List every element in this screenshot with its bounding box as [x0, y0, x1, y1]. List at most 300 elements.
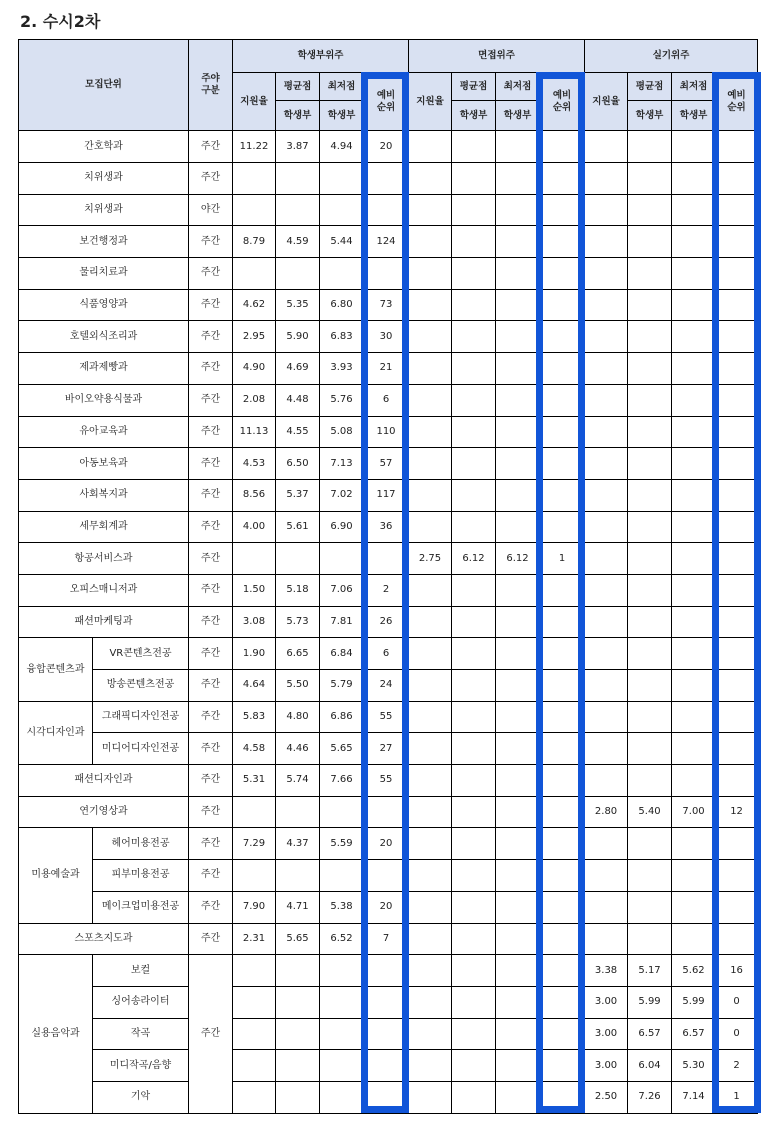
day-night: 주간: [189, 163, 233, 195]
practical-avg: [628, 163, 672, 195]
record-avg: [276, 860, 320, 892]
interview-min: [496, 479, 540, 511]
unit-name: 실용음악과: [19, 955, 93, 1113]
record-min: [320, 1081, 364, 1113]
record-avg: [276, 1081, 320, 1113]
header-record: 학생부: [452, 101, 496, 131]
practical-min: [672, 923, 716, 955]
interview-min: [496, 194, 540, 226]
practical-min: [672, 543, 716, 575]
unit-name: 유아교육과: [19, 416, 189, 448]
header-row-groups: [19, 40, 758, 73]
record-min: [320, 258, 364, 290]
record-competition: [233, 1050, 276, 1082]
record-min: 5.65: [320, 733, 364, 765]
record-competition: 4.62: [233, 289, 276, 321]
record-min: 7.06: [320, 574, 364, 606]
day-night: 주간: [189, 796, 233, 828]
record-reserve: 117: [364, 479, 409, 511]
header-reserve: 예비 순위: [540, 73, 585, 131]
interview-avg: [452, 416, 496, 448]
unit-name: 식품영양과: [19, 289, 189, 321]
header-daynight: 주야 구분: [189, 40, 233, 131]
record-competition: [233, 194, 276, 226]
record-reserve: 6: [364, 638, 409, 670]
interview-min: [496, 321, 540, 353]
practical-reserve: 2: [716, 1050, 758, 1082]
unit-name: 연기영상과: [19, 796, 189, 828]
practical-min: 5.30: [672, 1050, 716, 1082]
unit-name: 융합콘텐츠과: [19, 638, 93, 701]
interview-avg: [452, 860, 496, 892]
practical-competition: [585, 226, 628, 258]
highlight-box-interview: [536, 72, 585, 1113]
record-competition: 4.58: [233, 733, 276, 765]
practical-min: [672, 891, 716, 923]
interview-min: [496, 860, 540, 892]
record-min: 6.86: [320, 701, 364, 733]
record-reserve: 55: [364, 765, 409, 797]
record-avg: 4.55: [276, 416, 320, 448]
interview-competition: [409, 321, 452, 353]
day-night: 주간: [189, 574, 233, 606]
header-avg: 평균점: [452, 73, 496, 101]
header-reserve: 예비 순위: [716, 73, 758, 131]
unit-name: 보건행정과: [19, 226, 189, 258]
unit-name: 패션마케팅과: [19, 606, 189, 638]
interview-min: [496, 226, 540, 258]
unit-name: 세무회계과: [19, 511, 189, 543]
interview-min: [496, 1081, 540, 1113]
interview-competition: [409, 828, 452, 860]
record-avg: [276, 955, 320, 987]
record-min: 5.59: [320, 828, 364, 860]
interview-competition: [409, 226, 452, 258]
practical-avg: [628, 321, 672, 353]
practical-min: [672, 289, 716, 321]
day-night: 주간: [189, 860, 233, 892]
interview-avg: [452, 638, 496, 670]
record-reserve: 36: [364, 511, 409, 543]
practical-min: [672, 479, 716, 511]
unit-name: 물리치료과: [19, 258, 189, 290]
major-name: 싱어송라이터: [93, 986, 189, 1018]
unit-name: 호텔외식조리과: [19, 321, 189, 353]
record-min: [320, 1050, 364, 1082]
interview-avg: [452, 701, 496, 733]
interview-competition: [409, 353, 452, 385]
record-competition: [233, 258, 276, 290]
practical-competition: 3.00: [585, 1018, 628, 1050]
record-avg: 5.73: [276, 606, 320, 638]
unit-name: 바이오약용식물과: [19, 384, 189, 416]
interview-avg: [452, 258, 496, 290]
record-avg: [276, 543, 320, 575]
interview-avg: [452, 289, 496, 321]
record-competition: 1.50: [233, 574, 276, 606]
interview-avg: [452, 479, 496, 511]
record-competition: 7.29: [233, 828, 276, 860]
unit-name: 치위생과: [19, 194, 189, 226]
practical-competition: [585, 194, 628, 226]
interview-min: [496, 448, 540, 480]
practical-avg: 5.40: [628, 796, 672, 828]
header-record: 학생부: [496, 101, 540, 131]
practical-avg: [628, 860, 672, 892]
practical-competition: [585, 163, 628, 195]
practical-avg: [628, 701, 672, 733]
section-title: 2. 수시2차: [20, 12, 101, 31]
record-min: 7.02: [320, 479, 364, 511]
day-night: 주간: [189, 638, 233, 670]
practical-min: [672, 860, 716, 892]
record-competition: 8.79: [233, 226, 276, 258]
interview-avg: [452, 321, 496, 353]
major-name: 미디작곡/음향: [93, 1050, 189, 1082]
day-night: 주간: [189, 670, 233, 702]
interview-avg: [452, 891, 496, 923]
practical-competition: [585, 416, 628, 448]
practical-competition: [585, 701, 628, 733]
record-competition: [233, 1018, 276, 1050]
unit-name: 미용예술과: [19, 828, 93, 923]
record-competition: 11.13: [233, 416, 276, 448]
practical-min: [672, 765, 716, 797]
record-min: 6.52: [320, 923, 364, 955]
record-competition: [233, 543, 276, 575]
practical-min: [672, 701, 716, 733]
record-competition: [233, 163, 276, 195]
interview-avg: [452, 353, 496, 385]
practical-min: 6.57: [672, 1018, 716, 1050]
interview-min: [496, 1050, 540, 1082]
interview-avg: 6.12: [452, 543, 496, 575]
header-competition: 지원율: [233, 73, 276, 131]
record-min: 7.81: [320, 606, 364, 638]
record-min: 3.93: [320, 353, 364, 385]
day-night: 주간: [189, 733, 233, 765]
record-competition: 8.56: [233, 479, 276, 511]
record-avg: 5.90: [276, 321, 320, 353]
interview-min: [496, 384, 540, 416]
record-avg: 4.69: [276, 353, 320, 385]
record-avg: 4.71: [276, 891, 320, 923]
practical-competition: 3.00: [585, 986, 628, 1018]
record-min: [320, 194, 364, 226]
major-name: 작곡: [93, 1018, 189, 1050]
practical-competition: [585, 543, 628, 575]
record-competition: [233, 1081, 276, 1113]
practical-avg: [628, 384, 672, 416]
interview-min: [496, 163, 540, 195]
unit-name: 아동보육과: [19, 448, 189, 480]
practical-min: [672, 638, 716, 670]
day-night: 주간: [189, 479, 233, 511]
practical-competition: [585, 891, 628, 923]
interview-min: [496, 701, 540, 733]
record-reserve: 21: [364, 353, 409, 385]
interview-min: [496, 923, 540, 955]
header-unit: 모집단위: [19, 40, 189, 131]
record-competition: 4.90: [233, 353, 276, 385]
day-night: 주간: [189, 701, 233, 733]
record-competition: 5.31: [233, 765, 276, 797]
record-reserve: 20: [364, 828, 409, 860]
interview-min: [496, 353, 540, 385]
interview-avg: [452, 1050, 496, 1082]
day-night: 주간: [189, 606, 233, 638]
interview-min: [496, 1018, 540, 1050]
record-competition: 3.08: [233, 606, 276, 638]
record-competition: 1.90: [233, 638, 276, 670]
interview-competition: [409, 701, 452, 733]
interview-competition: [409, 891, 452, 923]
record-competition: 4.00: [233, 511, 276, 543]
practical-min: 7.00: [672, 796, 716, 828]
record-min: 4.94: [320, 131, 364, 163]
interview-competition: [409, 416, 452, 448]
interview-min: [496, 765, 540, 797]
interview-competition: [409, 511, 452, 543]
practical-min: [672, 828, 716, 860]
practical-min: [672, 353, 716, 385]
practical-avg: [628, 733, 672, 765]
practical-avg: 6.57: [628, 1018, 672, 1050]
interview-min: [496, 289, 540, 321]
record-min: [320, 955, 364, 987]
interview-avg: [452, 511, 496, 543]
unit-name: 스포츠지도과: [19, 923, 189, 955]
unit-name: 오피스매니저과: [19, 574, 189, 606]
record-avg: 4.48: [276, 384, 320, 416]
record-competition: 2.31: [233, 923, 276, 955]
header-record: 학생부: [672, 101, 716, 131]
interview-competition: [409, 606, 452, 638]
practical-min: [672, 606, 716, 638]
practical-avg: [628, 543, 672, 575]
interview-avg: [452, 1018, 496, 1050]
practical-avg: [628, 226, 672, 258]
record-reserve: 26: [364, 606, 409, 638]
day-night: 주간: [189, 765, 233, 797]
practical-min: [672, 258, 716, 290]
practical-min: [672, 384, 716, 416]
unit-name: 치위생과: [19, 163, 189, 195]
practical-competition: [585, 860, 628, 892]
practical-competition: [585, 670, 628, 702]
interview-min: [496, 638, 540, 670]
day-night: 주간: [189, 416, 233, 448]
interview-avg: [452, 670, 496, 702]
record-reserve: 57: [364, 448, 409, 480]
interview-competition: [409, 796, 452, 828]
record-min: 7.66: [320, 765, 364, 797]
interview-competition: [409, 923, 452, 955]
interview-avg: [452, 226, 496, 258]
day-night: 주간: [189, 258, 233, 290]
interview-competition: [409, 1018, 452, 1050]
record-avg: 5.37: [276, 479, 320, 511]
interview-avg: [452, 955, 496, 987]
interview-min: [496, 891, 540, 923]
record-reserve: 124: [364, 226, 409, 258]
practical-competition: [585, 258, 628, 290]
record-min: 6.83: [320, 321, 364, 353]
record-reserve: 27: [364, 733, 409, 765]
day-night: 주간: [189, 384, 233, 416]
record-competition: [233, 796, 276, 828]
practical-competition: [585, 448, 628, 480]
day-night: 주간: [189, 131, 233, 163]
record-competition: 5.83: [233, 701, 276, 733]
record-min: 5.79: [320, 670, 364, 702]
practical-competition: [585, 353, 628, 385]
practical-min: [672, 733, 716, 765]
practical-avg: [628, 258, 672, 290]
interview-competition: [409, 986, 452, 1018]
practical-reserve: 1: [716, 1081, 758, 1113]
practical-reserve: 0: [716, 1018, 758, 1050]
record-reserve: 73: [364, 289, 409, 321]
practical-min: [672, 194, 716, 226]
practical-min: 5.99: [672, 986, 716, 1018]
header-group-interview: 면접위주: [409, 40, 585, 73]
interview-competition: [409, 574, 452, 606]
practical-competition: [585, 384, 628, 416]
header-competition: 지원율: [409, 73, 452, 131]
unit-name: 사회복지과: [19, 479, 189, 511]
unit-name: 간호학과: [19, 131, 189, 163]
record-reserve: 2: [364, 574, 409, 606]
major-name: 미디어디자인전공: [93, 733, 189, 765]
record-competition: 4.53: [233, 448, 276, 480]
practical-competition: 3.00: [585, 1050, 628, 1082]
interview-competition: [409, 1081, 452, 1113]
practical-competition: [585, 638, 628, 670]
day-night: 주간: [189, 543, 233, 575]
interview-avg: [452, 574, 496, 606]
record-avg: [276, 796, 320, 828]
interview-avg: [452, 733, 496, 765]
header-record: 학생부: [276, 101, 320, 131]
record-avg: 5.65: [276, 923, 320, 955]
major-name: 피부미용전공: [93, 860, 189, 892]
major-name: 기악: [93, 1081, 189, 1113]
interview-min: [496, 955, 540, 987]
record-avg: [276, 194, 320, 226]
interview-min: 6.12: [496, 543, 540, 575]
record-competition: [233, 986, 276, 1018]
interview-avg: [452, 765, 496, 797]
practical-avg: [628, 638, 672, 670]
major-name: 헤어미용전공: [93, 828, 189, 860]
practical-reserve: 0: [716, 986, 758, 1018]
interview-competition: [409, 1050, 452, 1082]
header-record: 학생부: [628, 101, 672, 131]
practical-competition: [585, 511, 628, 543]
practical-avg: 6.04: [628, 1050, 672, 1082]
record-reserve: 6: [364, 384, 409, 416]
record-min: [320, 163, 364, 195]
interview-min: [496, 733, 540, 765]
header-min: 최저점: [320, 73, 364, 101]
practical-avg: 5.99: [628, 986, 672, 1018]
record-avg: [276, 258, 320, 290]
day-night: 주간: [189, 448, 233, 480]
interview-avg: [452, 448, 496, 480]
practical-min: [672, 416, 716, 448]
practical-avg: [628, 606, 672, 638]
record-avg: 3.87: [276, 131, 320, 163]
interview-avg: [452, 796, 496, 828]
interview-competition: [409, 289, 452, 321]
interview-avg: [452, 828, 496, 860]
interview-min: [496, 416, 540, 448]
practical-avg: [628, 923, 672, 955]
interview-reserve: 1: [540, 543, 585, 575]
unit-name: 제과제빵과: [19, 353, 189, 385]
practical-competition: [585, 321, 628, 353]
practical-avg: [628, 194, 672, 226]
interview-avg: [452, 986, 496, 1018]
record-min: 6.84: [320, 638, 364, 670]
practical-competition: 2.80: [585, 796, 628, 828]
header-record: 학생부: [320, 101, 364, 131]
interview-competition: [409, 194, 452, 226]
unit-name: 패션디자인과: [19, 765, 189, 797]
day-night: 주간: [189, 955, 233, 1113]
interview-min: [496, 131, 540, 163]
record-min: 5.44: [320, 226, 364, 258]
practical-avg: [628, 448, 672, 480]
record-avg: 4.80: [276, 701, 320, 733]
record-reserve: 30: [364, 321, 409, 353]
record-reserve: 20: [364, 891, 409, 923]
practical-min: [672, 163, 716, 195]
record-avg: [276, 1018, 320, 1050]
practical-competition: [585, 733, 628, 765]
interview-avg: [452, 194, 496, 226]
practical-min: [672, 448, 716, 480]
day-night: 주간: [189, 226, 233, 258]
practical-avg: [628, 131, 672, 163]
header-group-student-record: 학생부위주: [233, 40, 409, 73]
record-min: 5.76: [320, 384, 364, 416]
day-night: 주간: [189, 353, 233, 385]
record-competition: [233, 955, 276, 987]
practical-min: [672, 226, 716, 258]
practical-min: [672, 670, 716, 702]
record-avg: 5.50: [276, 670, 320, 702]
record-avg: 5.18: [276, 574, 320, 606]
practical-min: 7.14: [672, 1081, 716, 1113]
practical-competition: [585, 131, 628, 163]
practical-min: [672, 131, 716, 163]
practical-reserve: 16: [716, 955, 758, 987]
header-reserve: 예비 순위: [364, 73, 409, 131]
interview-competition: [409, 448, 452, 480]
record-reserve: 55: [364, 701, 409, 733]
interview-avg: [452, 1081, 496, 1113]
record-competition: 11.22: [233, 131, 276, 163]
record-min: 5.38: [320, 891, 364, 923]
record-avg: 4.37: [276, 828, 320, 860]
interview-avg: [452, 131, 496, 163]
interview-competition: [409, 670, 452, 702]
interview-min: [496, 574, 540, 606]
practical-competition: [585, 479, 628, 511]
header-group-practical: 실기위주: [585, 40, 758, 73]
